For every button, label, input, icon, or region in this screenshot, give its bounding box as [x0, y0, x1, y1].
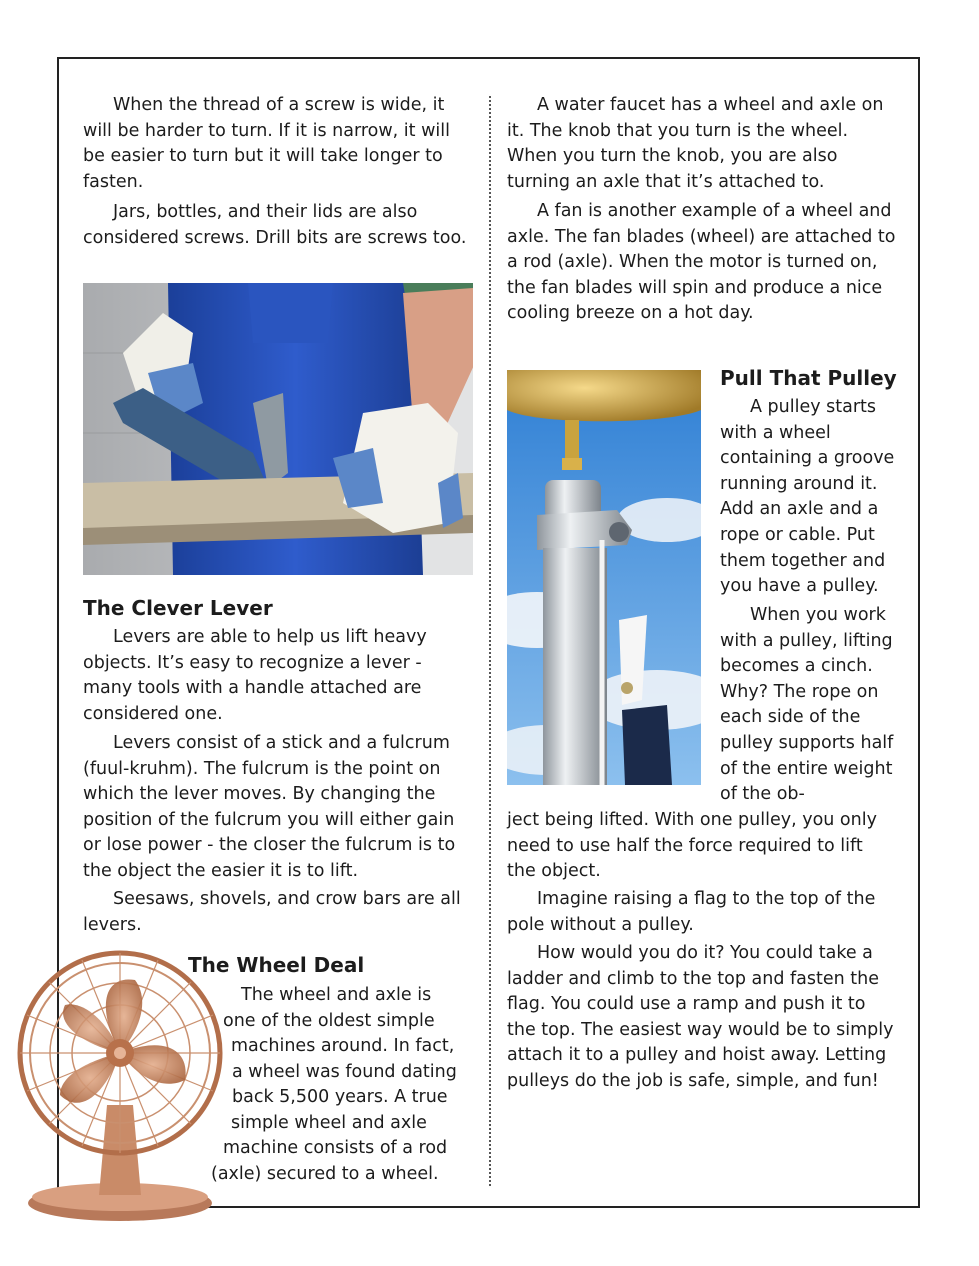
screw-paragraph-1: When the thread of a screw is wide, it will be harder to turn. If it is narrow, it will be easier to turn but it will take longer to fasten.	[83, 95, 450, 192]
wheel-line: machine consists of a rod	[223, 1138, 448, 1158]
screw-paragraph-2: Jars, bottles, and their lids are also considered screws. Drill bits are screws too.	[83, 202, 467, 248]
pulley-paragraph-2-side: When you work with a pulley, lifting becomes a cinch. Why? The rope on each side of the pulley supports half of the entire weight of the ob-	[720, 605, 894, 805]
pulley-photo	[507, 370, 701, 785]
lever-paragraph-1: Levers are able to help us lift heavy objects. It’s easy to recognize a lever - many tools with a handle attached are considered one.	[83, 627, 427, 724]
wheel-line: back 5,500 years. A true	[232, 1087, 448, 1107]
wheel-line: a wheel was found dating	[232, 1062, 457, 1082]
lever-paragraph-3: Seesaws, shovels, and crow bars are all levers.	[83, 889, 461, 935]
pulley-paragraph-2-rest: ject being lifted. With one pulley, you only need to use half the force required to lift the object.	[507, 810, 877, 882]
lever-heading: The Clever Lever	[83, 596, 273, 620]
pulley-heading: Pull That Pulley	[720, 366, 897, 390]
fan-paragraph: A fan is another example of a wheel and axle. The fan blades (wheel) are attached to a rod (axle). When the motor is turned on, the fan blades will spin and produce a nice cooling breeze on a hot day.	[507, 201, 896, 324]
hammer-photo	[83, 283, 473, 575]
faucet-paragraph: A water faucet has a wheel and axle on it. The knob that you turn is the wheel. When you turn the knob, you are also turning an axle that it’s attached to.	[507, 95, 884, 192]
wheel-line: simple wheel and axle	[231, 1113, 427, 1133]
lever-paragraph-2: Levers consist of a stick and a fulcrum (fuul-kruhm). The fulcrum is the point on which the lever moves. By changing the position of the fulcrum you will either gain or lose power - the closer the fulcrum is to the object the easier it is to lift.	[83, 733, 456, 881]
desk-fan-photo	[15, 945, 225, 1230]
flag-paragraph: Imagine raising a flag to the top of the pole without a pulley.	[507, 889, 876, 935]
ladder-paragraph: How would you do it? You could take a ladder and climb to the top and fasten the flag. You could use a ramp and push it to the top. The easiest way would be to simply attach it to a pulley and hoist away. Letting pulleys do the job is safe, simple, and fun!	[507, 943, 894, 1091]
wheel-line: one of the oldest simple	[223, 1011, 435, 1031]
wheel-line: (axle) secured to a wheel.	[211, 1164, 439, 1184]
wheel-heading: The Wheel Deal	[188, 953, 365, 977]
wheel-line: The wheel and axle is	[241, 985, 432, 1005]
column-divider	[489, 96, 491, 1186]
pulley-paragraph-1: A pulley starts with a wheel containing a groove running around it. Add an axle and a rope or cable. Put them together and you have a pulley.	[720, 397, 895, 597]
wheel-line: machines around. In fact,	[231, 1036, 455, 1056]
